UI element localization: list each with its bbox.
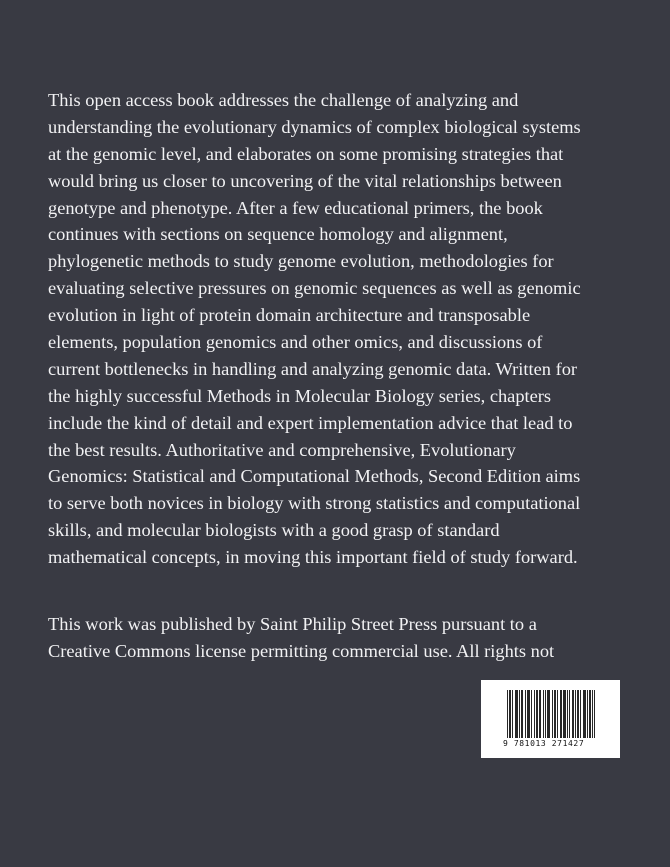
barcode-bar	[557, 690, 558, 738]
barcode-bar	[565, 690, 566, 738]
barcode-bar	[575, 690, 576, 738]
barcode-bar	[552, 690, 553, 738]
barcode-bar	[528, 690, 529, 738]
description-line: the best results. Authoritative and comprehensive, Evolutionary	[48, 439, 516, 460]
barcode-bar	[536, 690, 537, 738]
barcode-bar	[583, 690, 584, 738]
barcode-bar	[554, 690, 555, 738]
barcode-bar	[510, 690, 511, 738]
barcode-bar	[589, 690, 590, 738]
barcode-bars	[507, 690, 595, 738]
description-line: evolution in light of protein domain architecture and transposable	[48, 305, 531, 326]
description-line: to serve both novices in biology with strong statistics and computational	[48, 493, 581, 514]
isbn-digits: 9 781013 271427	[503, 739, 585, 748]
barcode-bar	[519, 690, 520, 738]
barcode-bar	[564, 690, 565, 738]
barcode-bar	[507, 690, 508, 738]
description-line: mathematical concepts, in moving this important field of study forward.	[48, 547, 578, 568]
barcode-bar	[560, 690, 561, 738]
barcode-bar	[516, 690, 517, 738]
description-line: understanding the evolutionary dynamics of complex biological systems	[48, 116, 581, 137]
barcode-bar	[592, 690, 593, 738]
barcode-bar	[569, 690, 570, 738]
description-line: current bottlenecks in handling and analyzing genomic data. Written for	[48, 358, 578, 379]
barcode-bar	[531, 690, 532, 738]
barcode-bar	[537, 690, 538, 738]
barcode-bar	[578, 690, 579, 738]
barcode-bar	[543, 690, 544, 738]
barcode-bar	[580, 690, 581, 738]
isbn-barcode	[481, 680, 620, 758]
description-line: would bring us closer to uncovering of the vital relationships between	[48, 170, 562, 191]
license-line: This work was published by Saint Philip Street Press pursuant to a	[48, 614, 537, 634]
barcode-bar	[577, 690, 578, 738]
barcode-bar	[567, 690, 568, 738]
barcode-bar	[529, 690, 530, 738]
barcode-bar	[525, 690, 526, 738]
description-line: Genomics: Statistical and Computational Methods, Second Edition aims	[48, 466, 581, 487]
barcode-bar	[563, 690, 564, 738]
barcode-bar	[594, 690, 595, 738]
description-line: skills, and molecular biologists with a good grasp of standard	[48, 520, 500, 541]
barcode-bar	[527, 690, 528, 738]
barcode-bar	[549, 690, 550, 738]
barcode-bar	[545, 690, 546, 738]
description-line: the highly successful Methods in Molecular Biology series, chapters	[48, 385, 552, 406]
description-paragraph	[48, 87, 648, 571]
barcode-bar	[573, 690, 574, 738]
description-line: genotype and phenotype. After a few educational primers, the book	[48, 197, 543, 218]
description-line: elements, population genomics and other omics, and discussions of	[48, 332, 543, 353]
barcode-bar	[548, 690, 549, 738]
barcode-bar	[521, 690, 522, 738]
barcode-bar	[522, 690, 523, 738]
barcode-bar	[572, 690, 573, 738]
license-paragraph	[48, 611, 648, 665]
description-line: evaluating selective pressures on genomic sequences as well as genomic	[48, 278, 581, 299]
barcode-bar	[584, 690, 585, 738]
barcode-bar	[547, 690, 548, 738]
barcode-bar	[515, 690, 516, 738]
description-line: at the genomic level, and elaborates on some promising strategies that	[48, 143, 564, 164]
barcode-bar	[540, 690, 541, 738]
license-line: Creative Commons license permitting commercial use. All rights not	[48, 640, 555, 661]
barcode-bar	[517, 690, 518, 738]
barcode-bar	[539, 690, 540, 738]
barcode-bar	[509, 690, 510, 738]
barcode-bar	[534, 690, 535, 738]
barcode-bar	[555, 690, 556, 738]
description-line: phylogenetic methods to study genome evolution, methodologies for	[48, 251, 554, 272]
description-line: continues with sections on sequence homology and alignment,	[48, 224, 508, 245]
barcode-bar	[561, 690, 562, 738]
barcode-bar	[512, 690, 513, 738]
barcode-bar	[590, 690, 591, 738]
barcode-bar	[587, 690, 588, 738]
barcode-bar	[585, 690, 586, 738]
description-line: include the kind of detail and expert implementation advice that lead to	[48, 412, 573, 433]
description-line: This open access book addresses the challenge of analyzing and	[48, 90, 519, 110]
